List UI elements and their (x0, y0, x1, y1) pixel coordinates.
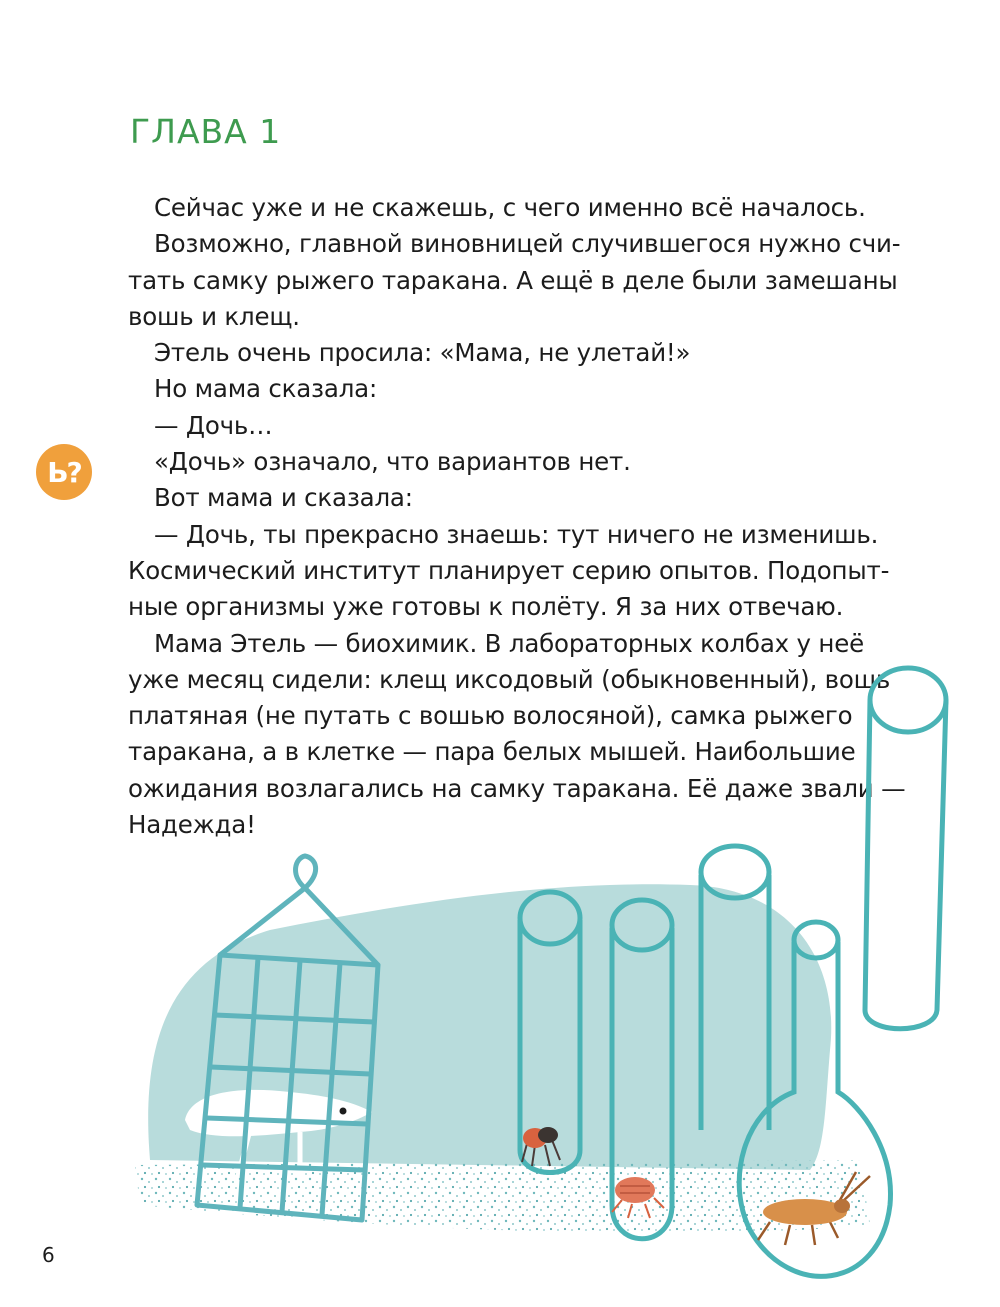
chapter-title: ГЛАВА 1 (130, 112, 282, 151)
paragraph-line: ожидания возлагались на самку таракана. Её даже звали — (128, 773, 906, 803)
paragraph-line: тать самку рыжего таракана. А ещё в деле были замешаны (128, 265, 898, 295)
paragraph-line: Вот мама и сказала: (154, 483, 413, 513)
paragraph-line: платяная (не путать с вошью волосяной), самка рыжего (128, 701, 853, 731)
paragraph-line: таракана, а в клетке — пара белых мышей. Наибольшие (128, 737, 856, 767)
paragraph-line: Надежда! (128, 810, 256, 840)
paragraph-line: — Дочь, ты прекрасно знаешь: тут ничего не изменишь. (154, 519, 879, 549)
paragraph-line: Но мама сказала: (154, 374, 378, 404)
paragraph-line: Сейчас уже и не скажешь, с чего именно всё началось. (154, 193, 866, 222)
paragraph-line: — Дочь… (154, 410, 273, 440)
paragraph-line: Мама Этель — биохимик. В лабораторных колбах у неё (154, 628, 864, 658)
large-cylinder (865, 668, 946, 1029)
paragraph-line: Космический институт планирует серию опытов. Подопыт- (128, 555, 890, 585)
paragraph-line: Возможно, главной виновницей случившегося нужно счи- (154, 229, 901, 259)
paragraph-line: вошь и клещ. (128, 301, 300, 331)
paragraph-line: Этель очень просила: «Мама, не улетай!» (154, 338, 691, 368)
page-number: 6 (42, 1243, 55, 1267)
badge-label: Ь? (47, 455, 81, 489)
paragraph-line: уже месяц сидели: клещ иксодовый (обыкновенный), вошь (128, 664, 891, 694)
speckled-floor (135, 1160, 870, 1233)
paragraph-line: «Дочь» означало, что вариантов нет. (154, 447, 631, 477)
paragraph-line: ные организмы уже готовы к полёту. Я за них отвечаю. (128, 592, 844, 622)
